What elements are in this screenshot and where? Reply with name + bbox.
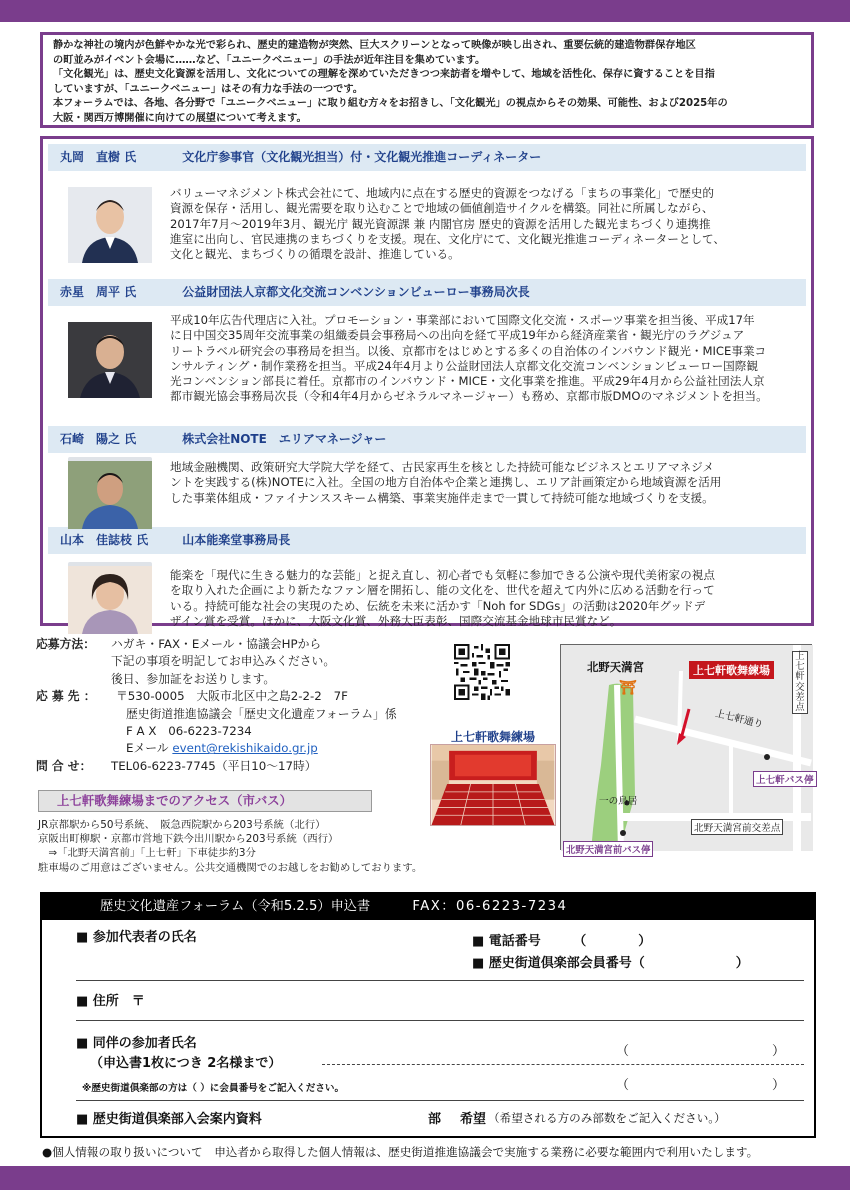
bio-line: を取り入れた企画により新たなファン層を開拓し、能の文化を、世代を超えて内外に広める活動を行って	[170, 583, 715, 598]
hall-photo	[430, 744, 556, 826]
bio-line: に日中国交35周年交流事業の組織委員会事務局への出向を経て平成19年から経済産業省・観光庁のラグジュア	[170, 328, 745, 343]
intro-line: していますが、「ユニークベニュー」はその有力な手法の一つです。	[53, 83, 363, 95]
application-info	[36, 636, 436, 775]
map-label-torii: 一の鳥居	[599, 796, 638, 807]
access-line: 京阪出町柳駅・京都市営地下鉄今出川駅から203号系統（西行）	[38, 833, 339, 846]
method-line: 下記の事項を明記してお申込みください。	[111, 654, 336, 669]
speaker-header	[48, 279, 806, 306]
bio-line: ントを実践する(株)NOTEに入社。全国の地方自治体や企業と連携し、エリア計画策定から地域資源を活用	[170, 475, 722, 490]
bio-line: ンサルティング・制作業務を担当。平成24年4月より公益財団法人京都文化交流コンベンションビューロー国際観	[170, 358, 758, 373]
destination-label: 応 募 先 ：	[36, 689, 96, 704]
map-label-street: 上七軒通り	[714, 708, 765, 731]
speaker-title: 文化庁参事官（文化観光担当）付・文化観光推進コーディネーター	[182, 150, 542, 164]
form-header	[42, 894, 814, 920]
bio-line: リートラベル研究会の事務局を担当。以後、京都市をはじめとする多くの自治体のインバウンド観光・MICE事業コ	[170, 343, 767, 358]
brochure-copies: 部	[428, 1112, 442, 1127]
qr-code-icon[interactable]	[454, 644, 510, 700]
destination-line: 歴史街道推進協議会「歴史文化遺産フォーラム」係	[126, 706, 397, 721]
access-info	[38, 818, 422, 875]
member-number-field[interactable]: ■ 歴史街道倶楽部会員番号（ ）	[472, 956, 749, 971]
speakers-box	[40, 136, 814, 626]
intro-line: 本フォーラムでは、各地、各分野で「ユニークベニュー」に取り組む方々をお招きし、「文化観光」の視点からその効果、可能性、および2025年の	[53, 98, 728, 110]
contact-line: TEL06-6223-7745（平日10〜17時）	[111, 758, 317, 773]
bio-line: 都市観光協会事務局次長（令和4年4月からゼネラルマネージャー）も務め、京都市版DMOのマネジメントを担当。	[170, 389, 768, 404]
brochure-field[interactable]: ■ 歴史街道倶楽部入会案内資料	[76, 1112, 262, 1127]
map-label-bus-stop-bottom: 北野天満宮前バス停	[563, 841, 653, 857]
companion-field[interactable]: ■ 同伴の参加者氏名	[76, 1036, 197, 1051]
bio-line: 地域金融機関、政策研究大学院大学を経て、古民家再生を核とした持続可能なビジネスとエリアマネジメ	[170, 460, 714, 474]
speaker-title: 山本能楽堂事務局長	[182, 533, 291, 547]
method-line: ハガキ・FAX・Eメール・協議会HPから	[111, 637, 322, 651]
email-link[interactable]: event@rekishikaido.gr.jp	[172, 741, 318, 756]
intro-line: 「文化観光」は、歴史文化資源を活用し、文化についての理解を深めていただきつつ来訪者を増やして、地域を活性化、保存に資することを目指	[53, 69, 715, 81]
bio-line: 能楽を「現代に生きる魅力的な芸能」と捉え直し、初心者でも気軽に参加できる公演や現代美術家の視点	[170, 568, 715, 582]
application-form	[40, 892, 816, 1138]
form-fax: FAX：06-6223-7234	[412, 899, 568, 914]
contact-label: 問 合 せ：	[36, 758, 92, 773]
bio-line: ザイン賞を受賞。ほかに、大阪文化賞、外務大臣表彰、国際交流基金地球市民賞など。	[170, 613, 622, 628]
speaker-photo	[68, 562, 152, 630]
bio-line: 平成10年広告代理店に入社。プロモーション・事業部において国際文化交流・スポーツ事業を担当後、平成17年	[170, 313, 755, 327]
speaker-bio	[48, 554, 806, 634]
speaker-header	[48, 527, 806, 554]
access-button[interactable]: 上七軒歌舞練場までのアクセス（市バス）	[38, 790, 372, 812]
companion-note: （申込書1枚につき 2名様まで）	[90, 1056, 282, 1071]
access-line: JR京都駅から50号系統、 阪急西院駅から203号系統（北行）	[38, 819, 326, 831]
dashed-divider	[322, 1064, 804, 1065]
form-title: 歴史文化遺産フォーラム（令和5.2.5）申込書	[100, 899, 371, 914]
brochure-note: （希望される方のみ部数をご記入ください。）	[488, 1111, 726, 1125]
speaker-photo	[68, 322, 152, 398]
bio-line: 資源を保存・活用し、観光需要を取り込むことで地域の価値創造サイクルを構築。同社に所属しながら、	[170, 201, 714, 216]
email-label: Eメール	[126, 741, 169, 756]
speaker-photo	[68, 187, 152, 263]
method-line: 後日、参加証をお送りします。	[111, 671, 276, 686]
destination-line: F A X 06-6223-7234	[126, 724, 252, 739]
bio-line: バリューマネジメント株式会社にて、地域内に点在する歴史的資源をつなげる「まちの事業化」で歴史的	[170, 186, 714, 200]
speaker-name: 山本 佳誌枝 氏	[60, 533, 149, 547]
speaker-name: 赤星 周平 氏	[60, 285, 137, 299]
privacy-notice: ●個人情報の取り扱いについて 申込者から取得した個人情報は、歴史街道推進協議会で実施する業務に必要な範囲内で利用いたします。	[42, 1145, 759, 1159]
map-label-front-intersection: 北野天満宮前交差点	[691, 819, 783, 835]
bio-line: した事業体組成・ファイナンススキーム構築、事業実施伴走まで一貫して持続可能な地域づくりを支援。	[170, 490, 714, 505]
speaker-name: 丸岡 直樹 氏	[60, 150, 137, 164]
speaker-bio	[48, 171, 806, 265]
bio-line: 進室に出向し、官民連携のまちづくりを支援。現在、文化庁にて、文化観光推進コーディネーターとして、	[170, 231, 725, 246]
speaker-name: 石崎 陽之 氏	[60, 432, 137, 446]
map-label-venue: 上七軒歌舞練場	[689, 661, 774, 679]
svg-text:⛩: ⛩	[619, 680, 637, 696]
access-line: ⇒「北野天満宮前」「上七軒」下車徒歩約3分	[38, 847, 256, 860]
speaker-header	[48, 426, 806, 453]
destination-line: 〒530-0005 大阪市北区中之島2-2-2 7F	[116, 689, 348, 704]
brochure-wish: 希望	[460, 1112, 487, 1127]
phone-field[interactable]: ■ 電話番号 （ ）	[472, 934, 652, 949]
map-label-intersection: 上七軒交差点	[792, 651, 808, 714]
address-field[interactable]: ■ 住所 〒	[76, 994, 145, 1009]
companion-input-2[interactable]: （ ）	[616, 1078, 786, 1093]
bio-line: いる。持続可能な社会の実現のため、伝統を未来に活かす「Noh for SDGs」の活動は2020年グッドデ	[170, 598, 706, 613]
intro-box	[40, 32, 814, 128]
intro-line: の町並みがイベント会場に……など、「ユニークベニュー」の手法が近年注目を集めています。	[53, 54, 486, 66]
speaker-bio	[48, 453, 806, 527]
bottom-bar	[0, 1166, 850, 1190]
companion-input-1[interactable]: （ ）	[616, 1044, 786, 1059]
bio-line: 2017年7月〜2019年3月、観光庁 観光資源課 兼 内閣官房 歴史的資源を活用した観光まちづくり連携推	[170, 216, 711, 231]
speaker-title: 公益財団法人京都文化交流コンベンションビューロー事務局次長	[182, 285, 530, 299]
divider	[76, 1100, 804, 1101]
speaker-bio	[48, 306, 806, 415]
speaker-header	[48, 144, 806, 171]
intro-line: 大阪・関西万博開催に向けての展望について考えます。	[53, 112, 307, 124]
representative-name-field[interactable]: ■ 参加代表者の氏名	[76, 930, 197, 945]
method-label: 応募方法：	[36, 637, 95, 651]
speaker-title: 株式会社NOTE エリアマネージャー	[182, 432, 387, 446]
map-label-shrine: 北野天満宮	[587, 660, 644, 674]
map-label-bus-stop-top: 上七軒バス停	[753, 771, 817, 787]
speaker-photo	[68, 457, 152, 525]
intro-line: 静かな神社の境内が色鮮やかな光で彩られ、歴史的建造物が突然、巨大スクリーンとなって映像が映し出され、重要伝統的建造物群保存地区	[53, 40, 696, 51]
hall-title: 上七軒歌舞練場	[450, 730, 535, 744]
divider	[76, 1020, 804, 1021]
top-bar	[0, 0, 850, 22]
bio-line: 文化と観光、まちづくりの循環を設計、推進している。	[170, 247, 460, 262]
access-line: 駐車場のご用意はございません。公共交通機関でのお越しをお勧めしております。	[38, 861, 423, 874]
divider	[76, 980, 804, 981]
member-note: ※歴史街道倶楽部の方は（ ）に会員番号をご記入ください。	[82, 1083, 345, 1094]
access-map[interactable]	[560, 644, 814, 856]
bio-line: 光コンベンション部長に着任。京都市のインバウンド・MICE・文化事業を推進。平成29年4月から公益社団法人京	[170, 374, 765, 389]
